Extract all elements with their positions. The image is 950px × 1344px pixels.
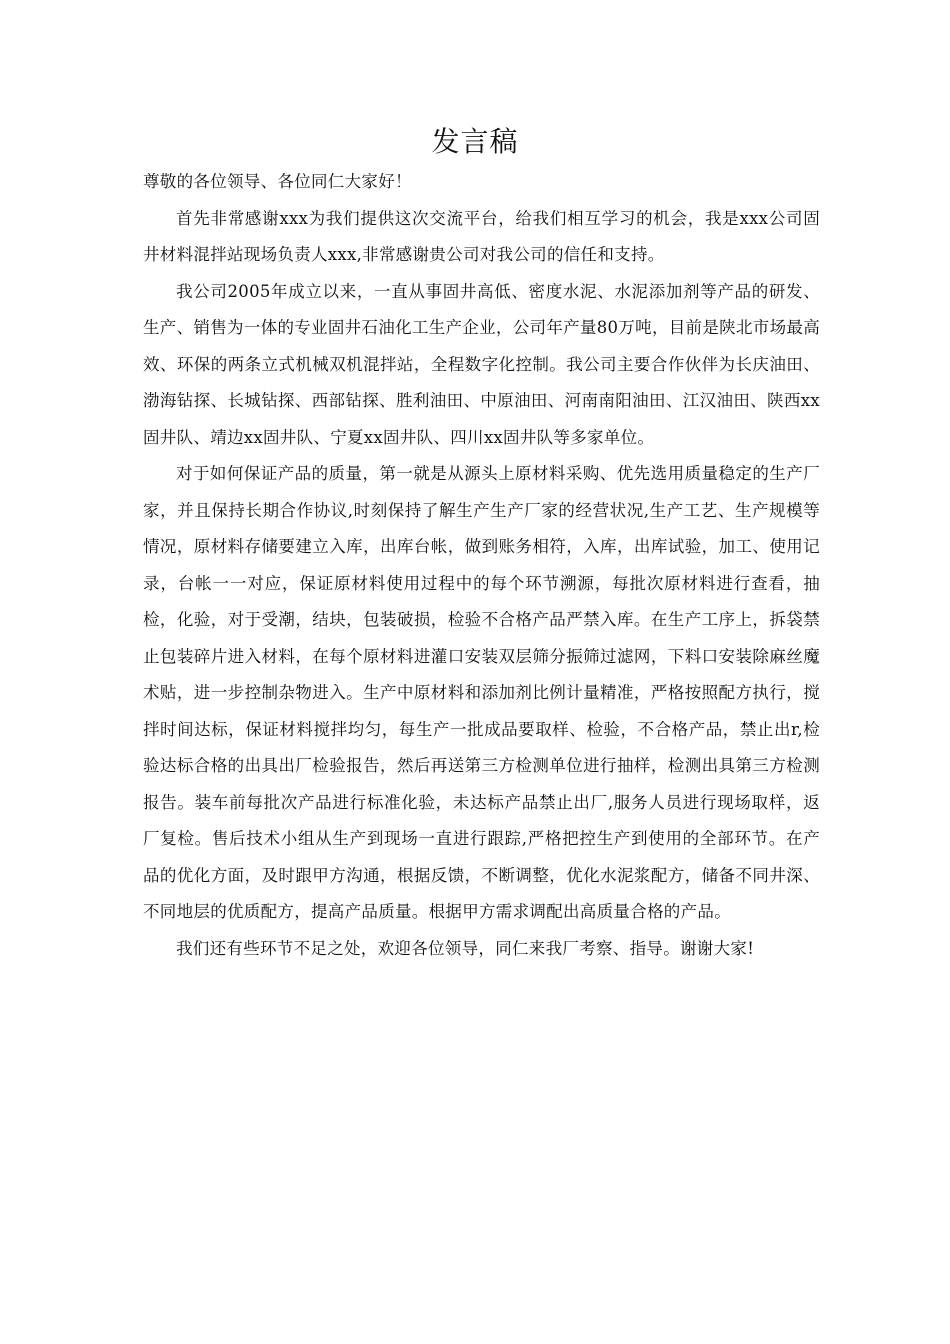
paragraph-quality-control: 对于如何保证产品的质量，第一就是从源头上原材料采购、优先选用质量稳定的生产厂家，并且保持长期合作协议,时刻保持了解生产生产厂家的经营状况,生产工艺、生产规模等情况，原材料存储要建立入库，出库台帐，做到账务相符，入库，出库试验，加工、使用记录，台帐一一对应，保证原材料使用过程中的每个环节溯源，每批次原材料进行查看，抽检，化验，对于受潮，结块，包装破损，检验不合格产品严禁入库。在生产工序上，拆袋禁止包装碎片进入材料，在每个原材料进灌口安装双层筛分振筛过滤网，下料口安装除麻丝魔术贴，进一步控制杂物进入。生产中原材料和添加剂比例计量精准，严格按照配方执行，搅拌时间达标，保证材料搅拌均匀，每生产一批成品要取样、检验，不合格产品，禁止出r,检验达标合格的出具出厂检验报告，然后再送第三方检测单位进行抽样，检测出具第三方检测报告。装车前每批次产品进行标准化验，未达标产品禁止出厂,服务人员进行现场取样，返厂复检。售后技术小组从生产到现场一直进行跟踪,严格把控生产到使用的全部环节。在产品的优化方面，及时跟甲方沟通，根据反馈，不断调整，优化水泥浆配方，储备不同井深、不同地层的优质配方，提高产品质量。根据甲方需求调配出高质量合格的产品。: [143, 464, 820, 921]
paragraph-company-intro: 我公司2005年成立以来，一直从事固井高低、密度水泥、水泥添加剂等产品的研发、生产、销售为一体的专业固井石油化工生产企业，公司年产量80万吨，目前是陕北市场最高效、环保的两条立式机械双机混拌站，全程数字化控制。我公司主要合作伙伴为长庆油田、渤海钻探、长城钻探、西部钻探、胜利油田、中原油田、河南南阳油田、江汉油田、陕西xx固井队、靖边xx固井队、宁夏xx固井队、四川xx固井队等多家单位。: [143, 281, 820, 447]
salutation-line: 尊敬的各位领导、各位同仁大家好！: [143, 172, 412, 191]
speech-body: [143, 164, 820, 967]
document-title: 发言稿: [431, 125, 519, 158]
paragraph-thanks: 首先非常感谢xxx为我们提供这次交流平台，给我们相互学习的机会，我是xxx公司固井材料混拌站现场负责人xxx,非常感谢贵公司对我公司的信任和支持。: [143, 208, 820, 264]
paragraph-closing: 我们还有些环节不足之处，欢迎各位领导，同仁来我厂考察、指导。谢谢大家!: [176, 938, 755, 958]
